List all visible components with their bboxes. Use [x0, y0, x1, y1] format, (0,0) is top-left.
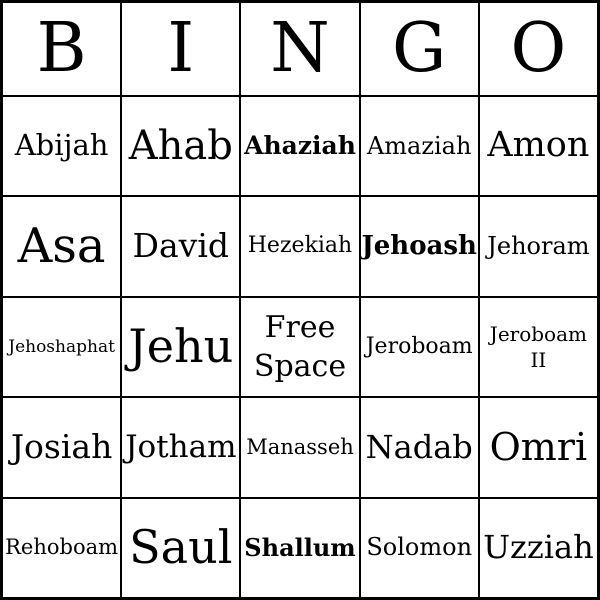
cell-label: Amon: [487, 125, 590, 166]
cell-saul[interactable]: [122, 499, 239, 597]
cell-label: David: [132, 226, 230, 266]
cell-solomon[interactable]: [361, 499, 478, 597]
free-space-cell[interactable]: [241, 298, 358, 396]
cell-david[interactable]: [122, 197, 239, 295]
cell-omri[interactable]: [480, 398, 597, 496]
cell-label: Jeroboam II: [489, 321, 587, 372]
cell-amaziah[interactable]: [361, 97, 478, 195]
cell-nadab[interactable]: [361, 398, 478, 496]
cell-label: Free Space: [253, 309, 347, 384]
cell-label: Asa: [17, 218, 106, 275]
cell-abijah[interactable]: [3, 97, 120, 195]
header-letter-g: [361, 3, 478, 95]
cell-label: Josiah: [10, 426, 113, 466]
cell-label: Jotham: [125, 429, 237, 466]
cell-label: Ahaziah: [244, 130, 356, 160]
cell-label: Saul: [129, 519, 233, 574]
cell-ahaziah[interactable]: [241, 97, 358, 195]
cell-label: Omri: [489, 424, 588, 469]
cell-label: Jehoram: [487, 232, 590, 260]
cell-label: Nadab: [365, 427, 473, 466]
cell-amon[interactable]: [480, 97, 597, 195]
cell-manasseh[interactable]: [241, 398, 358, 496]
cell-uzziah[interactable]: [480, 499, 597, 597]
cell-jeroboam[interactable]: [361, 298, 478, 396]
cell-label: Jehu: [128, 319, 234, 374]
header-letter-n: [241, 3, 358, 95]
header-letter-label: O: [510, 8, 567, 88]
cell-label: Amaziah: [366, 131, 472, 160]
header-letter-label: B: [36, 8, 87, 88]
cell-jeroboam-ii[interactable]: [480, 298, 597, 396]
header-letter-b: [3, 3, 120, 95]
cell-shallum[interactable]: [241, 499, 358, 597]
cell-hezekiah[interactable]: [241, 197, 358, 295]
cell-jotham[interactable]: [122, 398, 239, 496]
cell-label: Rehoboam: [5, 535, 119, 560]
cell-label: Ahab: [128, 123, 233, 170]
cell-label: Jehoash: [361, 230, 477, 261]
cell-josiah[interactable]: [3, 398, 120, 496]
cell-jehu[interactable]: [122, 298, 239, 396]
cell-label: Uzziah: [483, 528, 594, 566]
cell-jehoshaphat[interactable]: [3, 298, 120, 396]
cell-label: Hezekiah: [247, 233, 353, 259]
cell-rehoboam[interactable]: [3, 499, 120, 597]
header-letter-label: N: [270, 8, 330, 88]
cell-jehoram[interactable]: [480, 197, 597, 295]
cell-label: Abijah: [14, 128, 109, 163]
header-letter-label: I: [167, 8, 195, 88]
cell-asa[interactable]: [3, 197, 120, 295]
cell-label: Solomon: [366, 533, 473, 562]
cell-label: Shallum: [244, 533, 356, 563]
header-letter-label: G: [392, 8, 447, 88]
cell-label: Manasseh: [246, 434, 354, 459]
cell-jehoash[interactable]: [361, 197, 478, 295]
header-letter-i: [122, 3, 239, 95]
cell-label: Jehoshaphat: [8, 336, 115, 357]
cell-ahab[interactable]: [122, 97, 239, 195]
header-letter-o: [480, 3, 597, 95]
cell-label: Jeroboam: [365, 333, 473, 359]
